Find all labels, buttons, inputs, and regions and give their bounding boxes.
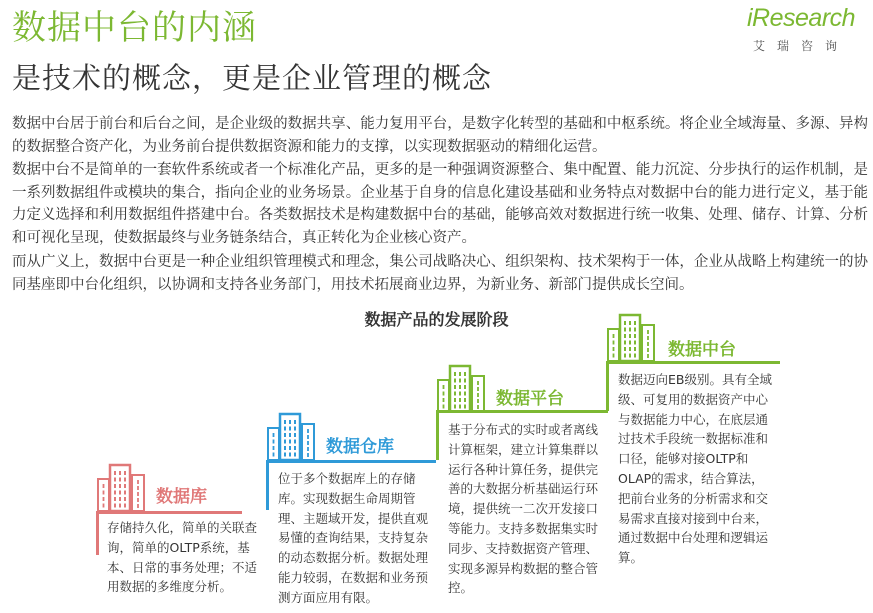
stage-name: 数据仓库 [326,437,394,457]
stage-side-line [96,511,99,555]
stage-side-line [606,361,609,411]
stage-description: 数据迈向EB级别。具有全域级、可复用的数据资产中心与数据能力中心，在底层通过技术手段统一数据标准和口径，能够对接OLTP和OLAP的需求，结合算法，把前台业务的分析需求和交易需求直接对接到中台来，通过数据中台处理和逻辑运算。 [618,372,772,566]
iresearch-logo [735,0,870,56]
page-title: 数据中台的内涵 [12,8,257,48]
stage-description: 存储持久化，简单的关联查询，简单的OLTP系统，基本、日常的事务处理；不适用数据的多维度分析。 [107,520,258,595]
page-subtitle: 是技术的概念，更是企业管理的概念 [12,61,493,95]
stage-name: 数据库 [156,487,207,507]
diagram-title: 数据产品的发展阶段 [364,310,509,329]
stage-top-line [606,361,780,364]
stage-top-line [266,460,436,463]
logo-subtext: 艾瑞咨询 [753,39,850,53]
stage-description: 位于多个数据库上的存储库。实现数据生命周期管理、主题域开发，提供直观易懂的查询结果，支持复杂的动态数据分析。数据处理能力较弱，在数据和业务预测方面应用有限。 [278,471,429,605]
building-icon [266,412,316,460]
building-icon [96,463,146,511]
paragraph-3: 而从广义上，数据中台更是一种企业组织管理模式和理念，集公司战略决心、组织架构、技术架构于一体，企业从战略上构建统一的协同基座即中台化组织，以协调和支持各业务部门，用技术拓展商业边界，为新业务、新部门提供成长空间。 [12,254,868,293]
stage-top-line [436,410,608,413]
stage-side-line [436,410,439,460]
stage-top-line [96,511,242,514]
logo-brand: iResearch [747,4,856,32]
stage-name: 数据中台 [668,340,736,360]
stage-name: 数据平台 [496,389,564,409]
stage-description: 基于分布式的实时或者离线计算框架，建立计算集群以运行各种计算任务，提供完善的大数据分析基础运行环境，提供统一二次开发接口等能力。支持多数据集实时同步、支持数据资产管理、实现多源异构数据的整合管控。 [448,422,599,596]
building-icon [436,364,486,412]
stage-side-line [266,460,269,510]
paragraph-2: 数据中台不是简单的一套软件系统或者一个标准化产品，更多的是一种强调资源整合、集中配置、能力沉淀、分步执行的运作机制，是一系列数据组件或模块的集合，指向企业的业务场景。企业基于自身的信息化建设基础和业务特点对数据中台的能力进行定义，基于能力定义选择和利用数据组件搭建中台。各类数据技术是构建数据中台的基础，能够高效对数据进行统一收集、处理、储存、计算、分析和可视化呈现，使数据最终与业务链条结合，真正转化为企业核心资产。 [12,162,868,246]
paragraph-1: 数据中台居于前台和后台之间，是企业级的数据共享、能力复用平台，是数字化转型的基础和中枢系统。将企业全域海量、多源、异构的数据整合资产化，为业务前台提供数据资源和能力的支撑，以实现数据驱动的精细化运营。 [12,116,868,155]
building-icon [606,313,656,361]
